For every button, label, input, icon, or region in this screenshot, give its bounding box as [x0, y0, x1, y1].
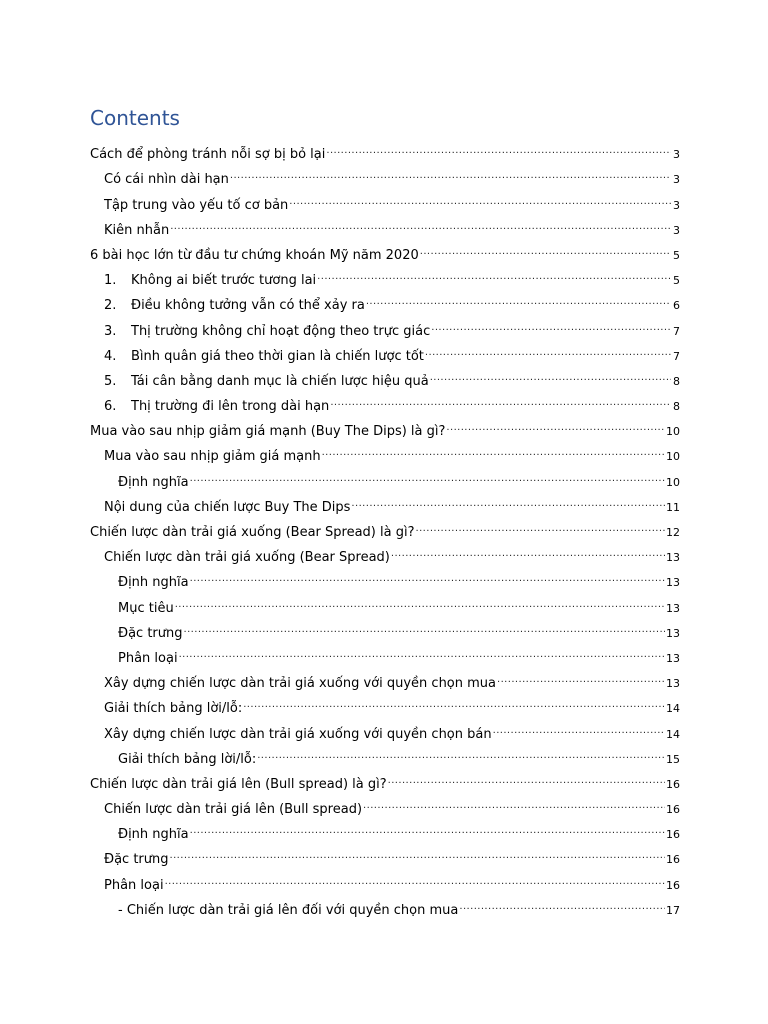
toc-entry[interactable]	[90, 838, 680, 868]
toc-entry-number: 5.	[104, 373, 117, 389]
toc-entry-page-number: 7	[673, 349, 680, 363]
toc-dot-leader	[425, 335, 671, 360]
toc-entry-title[interactable]: Cách để phòng tránh nỗi sợ bị bỏ lại	[90, 147, 326, 163]
toc-entry-title[interactable]: Đặc trưng	[118, 625, 183, 641]
toc-dot-leader	[170, 838, 666, 863]
toc-entry-title[interactable]: Phân loại	[104, 877, 164, 893]
toc-dot-leader	[430, 360, 671, 385]
toc-entry-title[interactable]: Xây dựng chiến lược dàn trải giá xuống với quyền chọn bán	[104, 726, 492, 742]
toc-entry-page-number: 16	[666, 853, 680, 867]
toc-dot-leader	[351, 486, 665, 511]
toc-dot-leader	[459, 889, 665, 914]
toc-entry-page-number: 6	[673, 299, 680, 313]
toc-entry-page-number: 11	[666, 500, 680, 514]
toc-dot-leader	[497, 662, 665, 687]
toc-entry-page-number: 15	[666, 752, 680, 766]
toc-entry-title[interactable]: Mục tiêu	[118, 600, 174, 616]
toc-entry-page-number: 13	[666, 626, 680, 640]
toc-entry-title[interactable]: Định nghĩa	[118, 575, 189, 591]
toc-entry-title[interactable]: Tập trung vào yếu tố cơ bản	[104, 197, 289, 213]
toc-entry-title[interactable]: Mua vào sau nhịp giảm giá mạnh (Buy The Dips) là gì?	[90, 424, 446, 440]
toc-entry-page-number: 13	[666, 601, 680, 615]
toc-entry-page-number: 16	[666, 828, 680, 842]
toc-entry-title[interactable]: - Chiến lược dàn trải giá lên đối với quyền chọn mua	[118, 902, 459, 918]
toc-entry-title[interactable]: 6 bài học lớn từ đầu tư chứng khoán Mỹ năm 2020	[90, 247, 419, 263]
toc-entry-title[interactable]: Thị trường không chỉ hoạt động theo trực giác	[131, 323, 431, 339]
toc-entry-page-number: 16	[666, 878, 680, 892]
toc-entry-page-number: 3	[673, 148, 680, 162]
toc-entry-title[interactable]: Kiên nhẫn	[104, 222, 170, 238]
toc-entry-page-number: 10	[666, 425, 680, 439]
toc-entry-page-number: 8	[673, 374, 680, 388]
toc-entry-number: 1.	[104, 273, 117, 289]
toc-entry-title[interactable]: Nội dung của chiến lược Buy The Dips	[104, 499, 351, 515]
toc-entry-number: 3.	[104, 323, 117, 339]
toc-entry-title[interactable]: Xây dựng chiến lược dàn trải giá xuống với quyền chọn mua	[104, 676, 497, 692]
toc-entry-page-number: 10	[666, 475, 680, 489]
toc-dot-leader	[257, 738, 665, 763]
toc-entry-title[interactable]: Đặc trưng	[104, 852, 169, 868]
toc-entry[interactable]	[90, 234, 680, 263]
toc-dot-leader	[388, 763, 665, 788]
toc-entry-number: 6.	[104, 399, 117, 415]
toc-entry-number: 2.	[104, 298, 117, 314]
toc-entry-page-number: 13	[666, 576, 680, 590]
toc-entry-page-number: 3	[673, 223, 680, 237]
toc-dot-leader	[431, 309, 671, 334]
toc-entry-page-number: 13	[666, 677, 680, 691]
toc-entry-page-number: 16	[666, 777, 680, 791]
toc-entry-title[interactable]: Không ai biết trước tương lai	[131, 273, 317, 289]
toc-entry-page-number: 3	[673, 198, 680, 212]
toc-entry-title[interactable]: Chiến lược dàn trải giá lên (Bull spread)	[104, 802, 363, 818]
toc-dot-leader	[230, 158, 671, 183]
toc-dot-leader	[179, 637, 665, 662]
toc-entry-title[interactable]: Tái cân bằng danh mục là chiến lược hiệu quả	[131, 373, 429, 389]
toc-dot-leader	[416, 511, 666, 536]
toc-dot-leader	[326, 133, 671, 158]
toc-entry[interactable]	[90, 209, 680, 238]
toc-entry[interactable]	[90, 662, 680, 692]
toc-entry-page-number: 17	[666, 903, 680, 917]
toc-entry-title[interactable]: Định nghĩa	[118, 474, 189, 490]
toc-entry-page-number: 14	[666, 727, 680, 741]
toc-entry-page-number: 5	[673, 248, 680, 262]
toc-entry-page-number: 7	[673, 324, 680, 338]
toc-entry-title[interactable]: Chiến lược dàn trải giá lên (Bull spread) là gì?	[90, 776, 387, 792]
toc-entry-title[interactable]: Giải thích bảng lời/lỗ:	[104, 701, 243, 717]
toc-entry-page-number: 16	[666, 803, 680, 817]
toc-entry-title[interactable]: Điều không tưởng vẫn có thể xảy ra	[131, 298, 365, 314]
toc-entry-title[interactable]: Phân loại	[118, 650, 178, 666]
toc-entry[interactable]	[90, 586, 680, 616]
toc-entry-title[interactable]: Bình quân giá theo thời gian là chiến lược tốt	[131, 348, 424, 364]
toc-entry-page-number: 3	[673, 173, 680, 187]
toc-entry-page-number: 12	[666, 526, 680, 539]
toc-dot-leader	[165, 863, 665, 888]
toc-dot-leader	[175, 586, 665, 611]
toc-entry[interactable]	[90, 133, 680, 163]
toc-dot-leader	[289, 183, 671, 208]
toc-entry-title[interactable]: Định nghĩa	[118, 827, 189, 843]
toc-entry-title[interactable]: Chiến lược dàn trải giá xuống (Bear Spread)	[104, 550, 390, 566]
toc-entry-title[interactable]: Có cái nhìn dài hạn	[104, 172, 229, 188]
toc-dot-leader	[190, 460, 665, 485]
toc-dot-leader	[190, 561, 665, 586]
toc-entry[interactable]	[90, 863, 680, 893]
toc-dot-leader	[446, 410, 665, 435]
toc-dot-leader	[363, 788, 665, 813]
toc-entry-page-number: 5	[673, 274, 680, 288]
toc-entry-number: 4.	[104, 348, 117, 364]
toc-dot-leader	[322, 435, 665, 460]
table-of-contents	[90, 133, 680, 918]
toc-entry-page-number: 13	[666, 651, 680, 665]
toc-dot-leader	[170, 209, 671, 234]
toc-entry-title[interactable]: Chiến lược dàn trải giá xuống (Bear Spread) là gì?	[90, 525, 415, 540]
toc-entry-title[interactable]: Giải thích bảng lời/lỗ:	[118, 751, 257, 767]
toc-dot-leader	[190, 813, 665, 838]
toc-entry-page-number: 13	[666, 551, 680, 565]
toc-heading: Contents	[90, 106, 180, 130]
toc-entry-title[interactable]: Mua vào sau nhịp giảm giá mạnh	[104, 449, 321, 465]
toc-entry-page-number: 8	[673, 400, 680, 414]
toc-entry[interactable]	[90, 612, 680, 641]
toc-entry[interactable]	[90, 889, 680, 918]
toc-entry[interactable]	[90, 637, 680, 666]
toc-dot-leader	[493, 712, 665, 737]
toc-dot-leader	[366, 284, 671, 309]
toc-entry-page-number: 14	[666, 702, 680, 716]
toc-entry-title[interactable]: Thị trường đi lên trong dài hạn	[131, 399, 330, 415]
toc-dot-leader	[184, 612, 666, 637]
toc-entry-page-number: 10	[666, 450, 680, 464]
toc-dot-leader	[243, 687, 665, 712]
toc-dot-leader	[420, 234, 671, 259]
toc-dot-leader	[317, 259, 671, 284]
toc-dot-leader	[330, 385, 671, 410]
toc-dot-leader	[391, 536, 665, 561]
